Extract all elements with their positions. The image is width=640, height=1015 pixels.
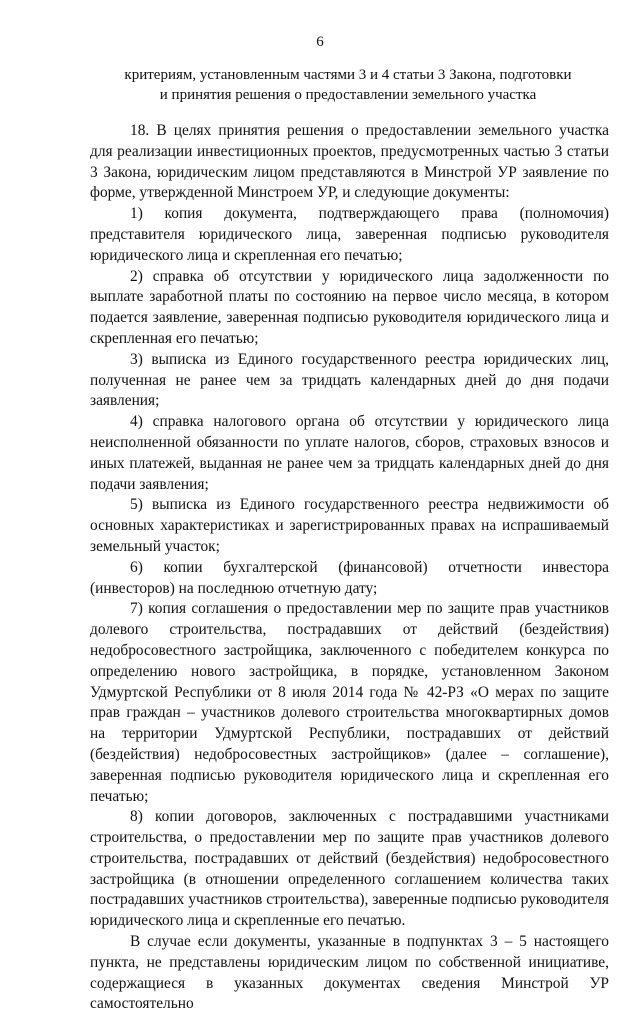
heading-line: и принятия решения о предоставлении земельного участка [159,87,537,103]
section-heading [80,65,616,105]
document-body [90,121,609,1015]
closing-paragraph: В случае если документы, указанные в подпунктах 3 – 5 настоящего пункта, не представлены юридическим лицом по собственной инициативе, содержащиеся в указанных документах сведения Минстрой УР самостоятельно [90,933,609,1013]
list-item-1: 1) копия документа, подтверждающего права (полномочия) представителя юридического лица, заверенная подписью руководителя юридического лица и скрепленная его печатью; [90,205,609,264]
heading-line: критериям, установленным частями 3 и 4 статьи 3 Закона, подготовки [124,67,572,83]
list-item-3: 3) выписка из Единого государственного реестра юридических лиц, полученная не ранее чем за тридцать календарных дней до дня подачи заявления; [90,350,609,410]
list-item-4: 4) справка налогового органа об отсутствии у юридического лица неисполненной обязанности по уплате налогов, сборов, страховых взносов и иных платежей, выданная не ранее чем за тридцать календарных дней до дня подачи заявления; [90,413,609,493]
list-item-5: 5) выписка из Единого государственного реестра недвижимости об основных характеристиках и зарегистрированных правах на испрашиваемый земельный участок; [90,496,609,555]
list-item-8: 8) копии договоров, заключенных с пострадавшими участниками строительства, о предоставлении мер по защите прав участников долевого строительства, пострадавших от действий (бездействия) недобросовестного застройщика (в отношении определенного соглашением количества таких пострадавших участников строительства), заверенные подписью руководителя юридического лица и скрепленные его печатью. [90,808,609,930]
list-item-6: 6) копии бухгалтерской (финансовой) отчетности инвестора (инвесторов) на последнюю отчетную дату; [90,558,609,597]
list-item-7: 7) копия соглашения о предоставлении мер по защите прав участников долевого строительства, пострадавших от действий (бездействия) недобросовестного застройщика, заключенного с победителем конкурса по определению нового застройщика, в порядке, установленном Законом Удмуртской Республики от 8 июля 2014 года № 42-РЗ «О мерах по защите прав граждан – участников долевого строительства многоквартирных домов на территории Удмуртской Республики, пострадавших от действий (бездействия) недобросовестных застройщиков» (далее – соглашение), заверенная подписью руководителя юридического лица и скрепленная его печатью; [90,600,609,805]
page-number: 6 [316,34,324,50]
paragraph-18-intro: 18. В целях принятия решения о предоставлении земельного участка для реализации инвестиционных проектов, предусмотренных частью 3 статьи 3 Закона, юридическим лицом представляются в Минстрой УР заявление по форме, утвержденной Минстроем УР, и следующие документы: [90,122,609,202]
list-item-2: 2) справка об отсутствии у юридического лица задолженности по выплате заработной платы по состоянию на первое число месяца, в котором подается заявление, заверенная подписью руководителя юридического лица и скрепленная его печатью; [90,267,609,347]
